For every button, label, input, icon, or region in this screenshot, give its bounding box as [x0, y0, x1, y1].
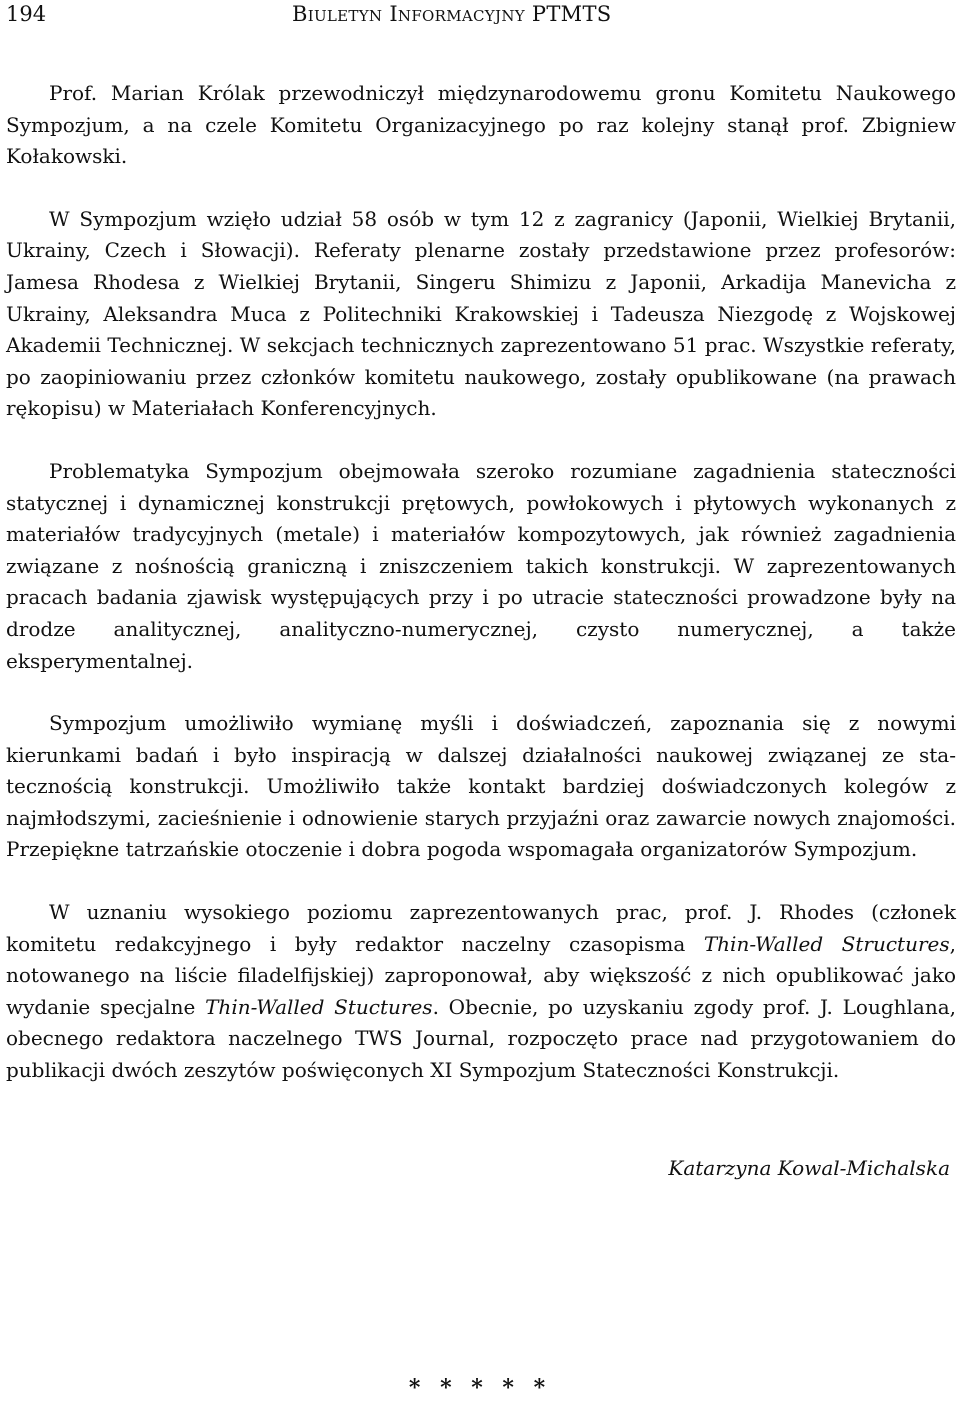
article-body	[6, 78, 956, 1087]
paragraph-exchange: Sympozjum umożliwiło wymianę myśli i doświadczeń, zapoznania się z nowymi kierunkami badań i było inspiracją w dalszej działalności naukowej związanej ze statecznością konstrukcji. Umożliwiło także kontakt bardziej doświadczonych kolegów z najmłodszymi, zacieśnienie i odnowienie starych przyjaźni oraz zawarcie nowych znajomości. Przepiękne tatrzańskie otoczenie i dobra pogoda wspomagała organizatorów Sympozjum.	[6, 711, 956, 862]
journal-name-2: Thin-Walled Stuctures	[205, 994, 433, 1019]
page-number: 194	[6, 2, 47, 26]
publication-text-3: . Obecnie, po uzyskaniu zgody prof. J. Loughlana, obecnego redaktora naczelnego TWS Journal, rozpoczęto prace nad przygotowaniem do publikacji dwóch zeszytów poświęconych XI Sympozjum Stateczności Konstrukcji.	[6, 994, 956, 1083]
running-header	[6, 0, 954, 28]
journal-title: Biuletyn Informacyjny PTMTS	[292, 2, 612, 26]
paragraph-committee: Prof. Marian Królak przewodniczył międzynarodowemu gronu Komitetu Naukowego Sympozjum, a na czele Komitetu Organizacyjnego po raz kolejny stanął prof. Zbigniew Kołakowski.	[6, 81, 956, 169]
journal-name-1: Thin-Walled Structures	[703, 931, 950, 956]
publication-text-2: , notowanego na liście filadelfijskiej) zaproponował, aby większość z nich opublikować jako wydanie specjalne	[6, 931, 956, 1019]
paragraph-problems: Problematyka Sympozjum obejmowała szeroko rozumiane zagadnienia stateczności statycznej i dynamicznej konstrukcji prętowych, powłokowych i płytowych wykonanych z materiałów tradycyjnych (metale) i materiałów kompozytowych, jak również zagadnienia związane z nośnością graniczną i zniszczeniem takich konstrukcji. W zaprezentowanych pracach badania zjawisk występujących przy i po utracie stateczności prowadzone były na drodze analitycznej, analityczno-numerycznej, czysto numerycznej, a także eksperymentalnej.	[6, 458, 956, 673]
publication-text-1: W uznaniu wysokiego poziomu zaprezentowanych prac, prof. J. Rhodes (członek komitetu redakcyjnego i były redaktor naczelny czasopisma	[6, 900, 956, 956]
paragraph-participants: W Sympozjum wzięło udział 58 osób w tym 12 z zagranicy (Japonii, Wielkiej Brytanii, Ukrainy, Czech i Słowacji). Referaty plenarne zostały przedstawione przez profesorów: Jamesa Rhodesa z Wielkiej Brytanii, Singeru Shimizu z Japonii, Arkadija Manevicha z Ukrainy, Aleksandra Muca z Politechniki Krakowskiej i Tadeusza Niezgodę z Wojskowej Akademii Technicznej. W sekcjach technicznych zaprezentowano 51 prac. Wszystkie referaty, po zaopiniowaniu przez członków komitetu naukowego, zostały opublikowane (na prawach rękopisu) w Materiałach Konferencyjnych.	[6, 206, 956, 421]
author-signature: Katarzyna Kowal-Michalska	[668, 1156, 950, 1180]
section-separator: * * * * *	[408, 1375, 552, 1401]
paragraph-publication	[6, 897, 956, 1087]
